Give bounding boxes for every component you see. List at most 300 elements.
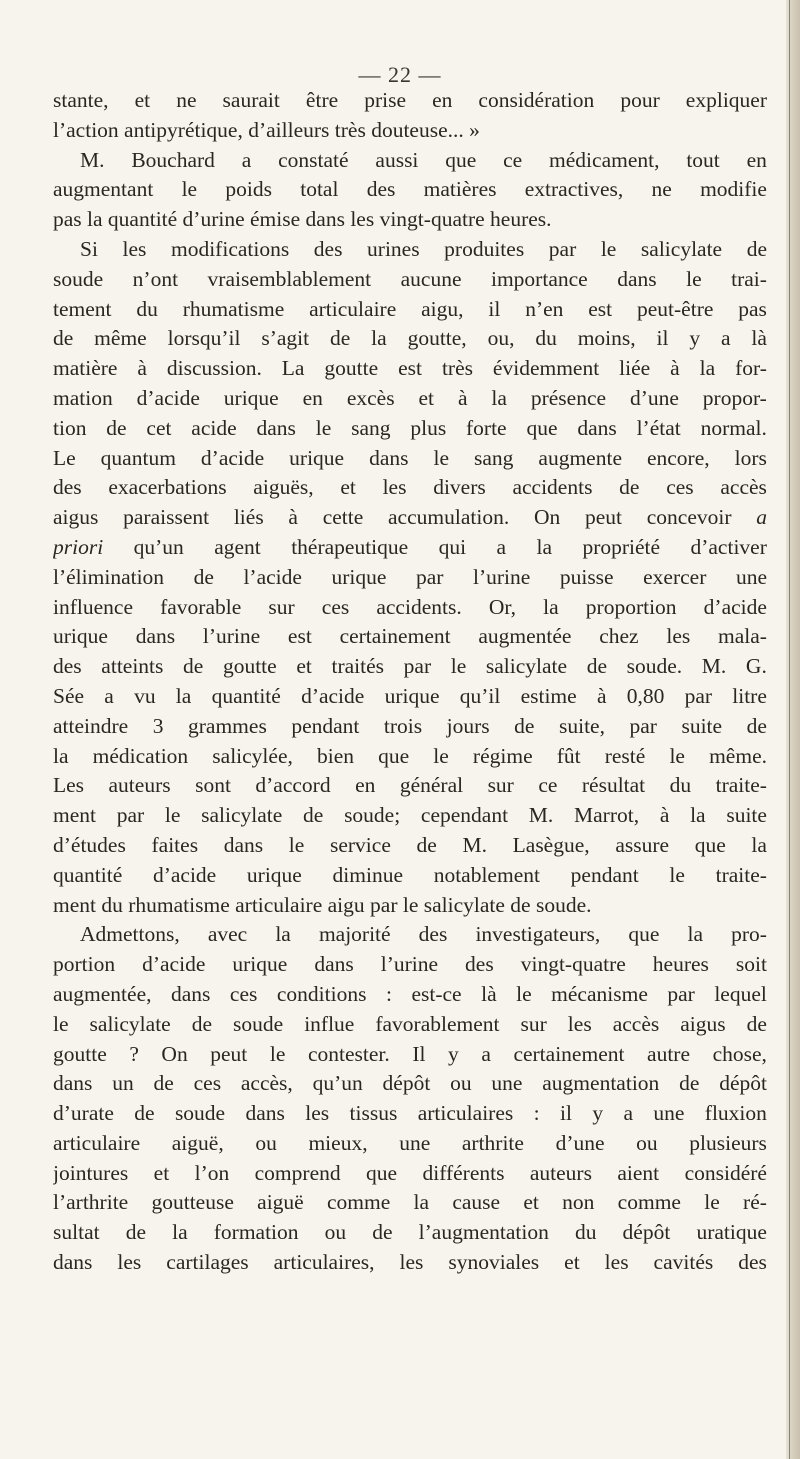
word: d’acide: [301, 683, 365, 708]
word: que: [694, 832, 726, 857]
word: stante,: [53, 88, 109, 112]
word: plus: [410, 415, 447, 440]
word: la: [491, 385, 507, 410]
text-line: [53, 116, 767, 146]
word: extractives,: [524, 177, 624, 202]
text-line: [53, 920, 767, 950]
word: le: [288, 832, 305, 857]
word: propriété: [582, 534, 661, 559]
word: des: [418, 922, 448, 947]
word: modifications: [170, 236, 290, 261]
word: le: [433, 445, 450, 470]
text-line: [53, 414, 767, 444]
word: salicylate: [89, 1011, 171, 1036]
word: général: [399, 773, 464, 798]
word: aigus: [53, 505, 99, 530]
word: atteints: [101, 654, 164, 679]
word: que: [628, 922, 660, 947]
word: quantum: [100, 445, 176, 470]
word: aiguës,: [253, 475, 314, 500]
word: heures: [652, 952, 709, 977]
word: la: [699, 356, 716, 381]
word: portion: [53, 952, 116, 977]
word: resté: [604, 743, 646, 768]
word: ce: [538, 773, 558, 798]
word: la: [53, 743, 69, 768]
word: ne: [176, 88, 197, 112]
word: dans: [171, 981, 211, 1006]
word: dépôt: [719, 1071, 767, 1096]
text-line: [53, 354, 767, 384]
word: ces: [229, 981, 258, 1006]
word: favorablement: [375, 1011, 500, 1036]
word: quantité: [211, 683, 281, 708]
text-line: [53, 563, 767, 593]
word: dans: [135, 624, 176, 649]
word: trai-: [731, 266, 767, 291]
word: augmentée: [478, 624, 572, 649]
word: vraisemblablement: [207, 266, 372, 291]
word: ces: [666, 475, 694, 500]
word: que: [366, 1160, 398, 1185]
word: de: [125, 1220, 146, 1245]
word: l’on: [194, 1160, 230, 1185]
word: résultat: [581, 773, 646, 798]
word: G.: [745, 654, 767, 679]
justified-line: [80, 920, 767, 950]
word: et: [296, 654, 312, 679]
word: la: [543, 594, 559, 619]
word: influe: [304, 1011, 355, 1036]
word: :: [533, 1101, 540, 1126]
word: médication: [92, 743, 189, 768]
italic-word: priori: [53, 534, 104, 559]
word: plusieurs: [689, 1130, 767, 1155]
text-line: [53, 1159, 767, 1189]
word: sang: [351, 415, 391, 440]
word: fluxion: [704, 1101, 767, 1126]
word: suite,: [558, 713, 605, 738]
word: comprend: [254, 1160, 341, 1185]
word: différents: [422, 1160, 505, 1185]
word: qui: [438, 534, 467, 559]
word: dans: [256, 415, 296, 440]
word: auteurs: [529, 1160, 592, 1185]
word: en: [302, 385, 323, 410]
word: ou: [255, 1130, 277, 1155]
word: pro-: [731, 922, 767, 947]
word: aiguë,: [171, 1130, 224, 1155]
word: de: [153, 1071, 174, 1096]
text-line: [53, 1069, 767, 1099]
word: de: [619, 475, 640, 500]
word: n’en: [525, 296, 564, 321]
text-line: [53, 384, 767, 414]
word: et: [134, 88, 151, 112]
word: chose,: [712, 1041, 767, 1066]
word: exacerbations: [108, 475, 227, 500]
word: aigu,: [421, 296, 464, 321]
word: y: [448, 1041, 459, 1066]
text-line: [53, 86, 767, 116]
word: matières: [423, 177, 497, 202]
word: estime: [520, 683, 577, 708]
word: cette: [322, 505, 364, 530]
word: non: [562, 1190, 595, 1215]
word: ces: [193, 1071, 222, 1096]
word: et: [523, 1190, 539, 1215]
text-line: [53, 831, 767, 861]
text-line: [53, 891, 767, 921]
word: de: [53, 326, 74, 351]
word: et: [153, 1160, 170, 1185]
word: des: [738, 1250, 767, 1275]
word: s’agit: [261, 326, 310, 351]
word: des: [313, 236, 343, 261]
word: for-: [735, 356, 767, 381]
word: Lasègue,: [512, 832, 590, 857]
word: il: [656, 326, 669, 351]
justified-line: [53, 1188, 767, 1218]
word: certainement: [339, 624, 451, 649]
body-text: [53, 86, 767, 1278]
word: ne: [651, 177, 672, 202]
word: dans: [223, 832, 264, 857]
text-line: [53, 175, 767, 205]
justified-line: [53, 503, 767, 533]
word: les: [305, 1101, 330, 1126]
word: atteindre: [53, 713, 129, 738]
word: du: [574, 1220, 597, 1245]
word: uratique: [696, 1220, 767, 1245]
word: auteurs: [108, 773, 171, 798]
word: propor-: [702, 385, 767, 410]
word: a: [241, 147, 252, 172]
word: prise: [364, 88, 406, 112]
word: contester.: [307, 1041, 390, 1066]
word: notablement: [433, 862, 540, 887]
word: diminue: [332, 862, 403, 887]
word: augmentée,: [53, 981, 152, 1006]
page-number: — 22 —: [358, 62, 442, 87]
word: On: [533, 505, 561, 530]
word: ?: [129, 1041, 139, 1066]
word: moins,: [577, 326, 636, 351]
word: arthrite: [461, 1130, 524, 1155]
word: accumulation.: [388, 505, 510, 530]
word: a: [720, 326, 731, 351]
word: total: [300, 177, 339, 202]
word: assure: [615, 832, 670, 857]
word: de: [416, 832, 437, 857]
word: conditions: [276, 981, 367, 1006]
word: dépôt: [382, 1071, 431, 1096]
word: de: [586, 654, 607, 679]
word: Admettons,: [80, 922, 180, 947]
word: lorsqu’il: [167, 326, 241, 351]
text-line: [53, 861, 767, 891]
text-line: [53, 742, 767, 772]
word: de: [514, 713, 535, 738]
word: goutteuse: [151, 1190, 234, 1215]
word: l’urine: [202, 624, 261, 649]
word: d’acide: [152, 862, 217, 887]
word: l’état: [636, 415, 681, 440]
word: certainement: [513, 1041, 625, 1066]
word: Marrot,: [574, 803, 640, 828]
word: par: [667, 981, 695, 1006]
word: dans: [369, 445, 409, 470]
word: le: [600, 236, 617, 261]
word: quantité: [53, 862, 123, 887]
justified-line: [53, 682, 767, 712]
word: urique: [223, 385, 279, 410]
text-line: [53, 1099, 767, 1129]
word: l’acide: [243, 564, 302, 589]
word: tion: [53, 415, 87, 440]
word: saurait: [222, 88, 280, 112]
word: soude: [174, 1101, 226, 1126]
word: articulaire: [53, 1130, 141, 1155]
word: a: [104, 683, 114, 708]
word: discussion.: [166, 356, 262, 381]
text-line: [53, 801, 767, 831]
word: le: [686, 266, 702, 291]
word: modifie: [700, 177, 767, 202]
justified-line: [53, 1010, 767, 1040]
word: les: [117, 1250, 142, 1275]
word: le: [181, 177, 198, 202]
word: soit: [735, 952, 767, 977]
justified-line: [53, 563, 767, 593]
word: litre: [732, 683, 767, 708]
justified-line: [53, 444, 767, 474]
word: pas: [738, 296, 767, 321]
word: traite-: [715, 773, 767, 798]
word: traite-: [715, 862, 767, 887]
word: par: [629, 713, 657, 738]
page-edge-line: [789, 0, 790, 1459]
word: peut: [584, 505, 622, 530]
word: ces: [321, 594, 350, 619]
justified-line: [53, 771, 767, 801]
word: jointures: [53, 1160, 129, 1185]
text-line-content: ment du rhumatisme articulaire aigu par le salicylate de soude.: [53, 892, 592, 917]
text-line: [53, 682, 767, 712]
word: sont: [195, 773, 231, 798]
word: considéré: [684, 1160, 767, 1185]
word: accès: [720, 475, 767, 500]
word: les: [604, 1250, 629, 1275]
text-line-content: l’action antipyrétique, d’ailleurs très douteuse... »: [53, 117, 480, 142]
word: une: [399, 1130, 431, 1155]
word: accès: [612, 1011, 660, 1036]
word: de: [372, 1220, 393, 1245]
word: les: [122, 236, 147, 261]
word: aient: [617, 1160, 660, 1185]
word: de: [746, 236, 767, 261]
word: M.: [701, 654, 727, 679]
justified-line: [53, 295, 767, 325]
word: d’accord: [255, 773, 331, 798]
justified-line: [53, 831, 767, 861]
word: liée: [619, 356, 651, 381]
word: puisse: [559, 564, 614, 589]
word: vingt-quatre: [520, 952, 626, 977]
word: très: [441, 356, 473, 381]
word: cartilages: [166, 1250, 249, 1275]
word: d’urate: [53, 1101, 114, 1126]
text-line: [53, 1040, 767, 1070]
word: goutte,: [407, 326, 467, 351]
text-line: [53, 1188, 767, 1218]
word: salicylate: [640, 236, 723, 261]
word: soude.: [626, 654, 683, 679]
word: soude: [53, 266, 104, 291]
word: exercer: [643, 564, 707, 589]
justified-line: [53, 1040, 767, 1070]
word: régime: [472, 743, 533, 768]
word: que: [526, 415, 558, 440]
word: ou: [450, 1071, 472, 1096]
word: forte: [466, 415, 507, 440]
text-line: [53, 980, 767, 1010]
word: agent: [214, 534, 261, 559]
word: les: [399, 1250, 424, 1275]
word: articulaires,: [273, 1250, 375, 1275]
word: jours: [446, 713, 490, 738]
word: vu: [134, 683, 156, 708]
word: sultat: [53, 1220, 100, 1245]
word: Bouchard: [131, 147, 215, 172]
word: acide: [191, 415, 237, 440]
word: il: [488, 296, 501, 321]
word: salicylée,: [212, 743, 293, 768]
word: à: [288, 505, 298, 530]
word: est: [588, 296, 613, 321]
word: M.: [462, 832, 487, 857]
word: d’acide: [136, 385, 200, 410]
word: qu’un: [133, 534, 184, 559]
word: ment: [53, 803, 96, 828]
word: une: [491, 1071, 523, 1096]
word: favorable: [160, 594, 242, 619]
word: de: [329, 326, 351, 351]
justified-line: [53, 861, 767, 891]
word: la: [371, 326, 387, 351]
word: qu’un: [312, 1071, 363, 1096]
word: mieux,: [308, 1130, 368, 1155]
word: 3: [152, 713, 164, 738]
word: Or,: [488, 594, 517, 619]
word: accès,: [240, 1071, 293, 1096]
word: urique: [53, 624, 108, 649]
word: de: [183, 654, 204, 679]
word: mala-: [718, 624, 767, 649]
word: autre: [647, 1041, 690, 1066]
word: il: [559, 1101, 572, 1126]
text-line: [53, 652, 767, 682]
justified-line: [53, 265, 767, 295]
text-line: [53, 771, 767, 801]
word: suite: [726, 803, 767, 828]
justified-line: [53, 950, 767, 980]
word: normal.: [700, 415, 767, 440]
word: importance: [490, 266, 588, 291]
justified-line: [53, 86, 767, 116]
word: cavités: [653, 1250, 714, 1275]
text-line: [53, 1218, 767, 1248]
word: dans: [617, 266, 657, 291]
word: évidemment: [492, 356, 600, 381]
word: ou: [636, 1130, 658, 1155]
word: articulaires: [417, 1101, 514, 1126]
word: sur: [487, 773, 514, 798]
word: n’ont: [132, 266, 179, 291]
word: par: [403, 654, 432, 679]
justified-line: [53, 1159, 767, 1189]
text-line: [53, 593, 767, 623]
word: comme: [617, 1190, 681, 1215]
word: cause: [452, 1190, 501, 1215]
justified-line: [53, 801, 767, 831]
word: tout: [686, 147, 720, 172]
text-line: [53, 622, 767, 652]
word: Le: [53, 445, 76, 470]
justified-line: [53, 742, 767, 772]
word: dépôt: [622, 1220, 671, 1245]
word: soude;: [344, 803, 401, 828]
word: service: [329, 832, 391, 857]
word: de: [746, 1011, 767, 1036]
justified-line: [53, 473, 767, 503]
text-line: [53, 712, 767, 742]
word: faites: [151, 832, 199, 857]
word: augmente: [538, 445, 622, 470]
word: goutte: [324, 356, 379, 381]
word: urique: [331, 564, 387, 589]
word: investigateurs,: [475, 922, 601, 947]
word: même.: [709, 743, 767, 768]
word: sur: [520, 1011, 547, 1036]
word: mation: [53, 385, 113, 410]
word: d’acide: [200, 445, 265, 470]
word: accidents.: [376, 594, 462, 619]
word: excès: [346, 385, 395, 410]
word: y: [689, 326, 701, 351]
word: de: [679, 1071, 700, 1096]
word: de: [193, 564, 214, 589]
word: dans: [314, 952, 354, 977]
word: des: [366, 177, 396, 202]
word: mécanisme: [551, 981, 648, 1006]
text-line: [53, 1129, 767, 1159]
word: dans: [577, 415, 617, 440]
text-line-content: pas la quantité d’urine émise dans les vingt-quatre heures.: [53, 207, 552, 232]
word: l’élimination: [53, 564, 165, 589]
word: dans: [53, 1071, 93, 1096]
word: matière: [53, 356, 118, 381]
word: ou,: [487, 326, 515, 351]
word: urines: [367, 236, 420, 261]
word: des: [53, 654, 82, 679]
justified-line: [80, 146, 767, 176]
justified-line: [53, 1099, 767, 1129]
justified-line: [53, 384, 767, 414]
word: à: [137, 356, 147, 381]
word: est-ce: [411, 981, 462, 1006]
justified-line: [53, 1248, 767, 1278]
